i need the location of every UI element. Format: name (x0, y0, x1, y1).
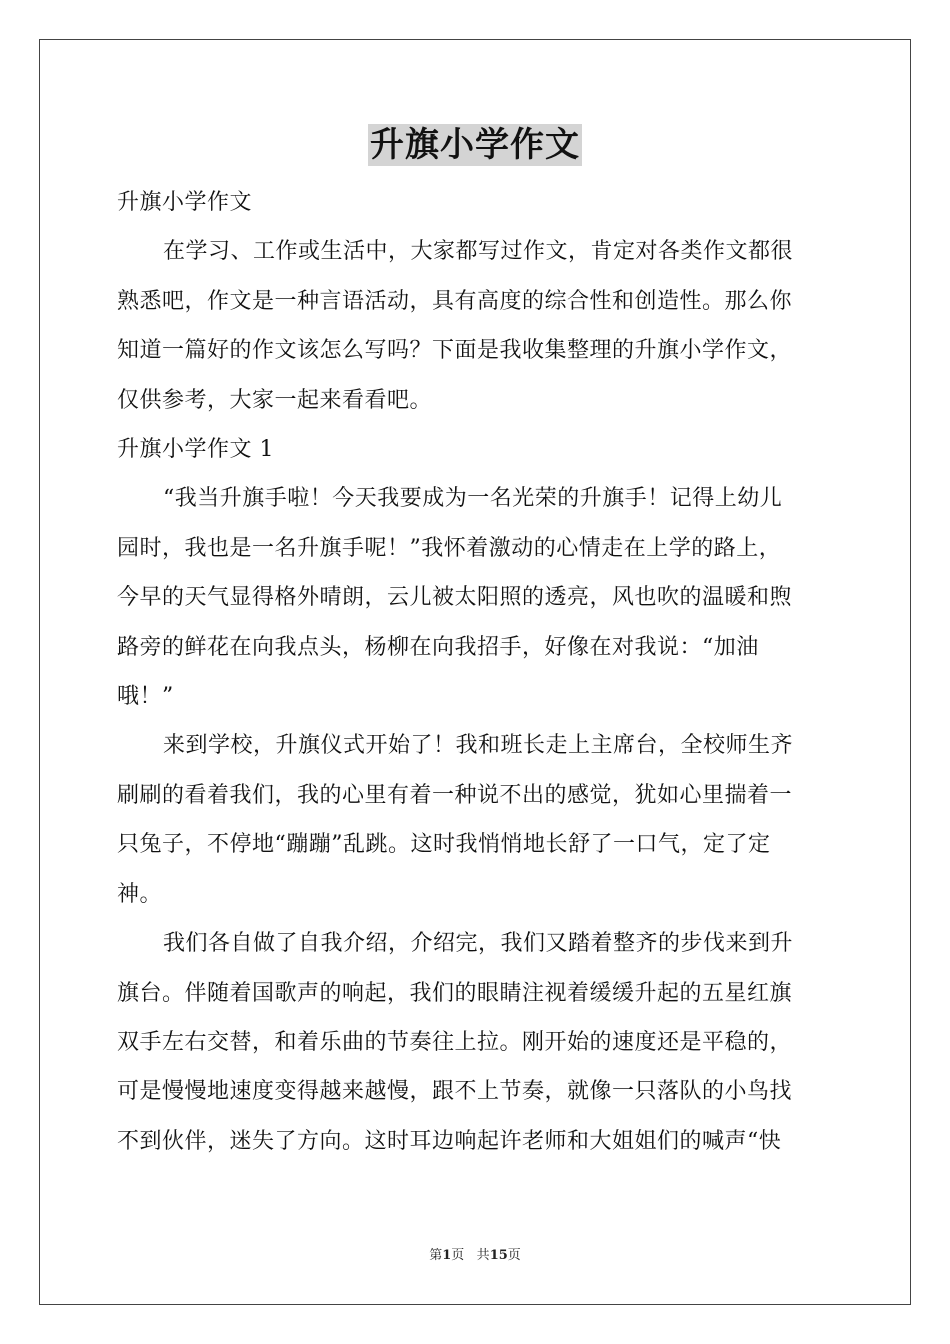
page-number: 1 (442, 1248, 452, 1263)
total-prefix: 共 (476, 1248, 490, 1263)
text-line: 在学习、工作或生活中，大家都写过作文，肯定对各类作文都很 (163, 239, 794, 265)
text-line: 路旁的鲜花在向我点头，杨柳在向我招手，好像在对我说：“加油 (117, 634, 759, 660)
text-line: 熟悉吧，作文是一种言语活动，具有高度的综合性和创造性。那么你 (117, 288, 793, 314)
text-line: 仅供参考，大家一起来看看吧。 (117, 387, 433, 413)
total-pages: 15 (489, 1248, 508, 1263)
text-line: 园时，我也是一名升旗手呢！”我怀着激动的心情走在上学的路上， (117, 535, 782, 561)
text-line: 神。 (117, 881, 163, 907)
text-line: 知道一篇好的作文该怎么写吗？下面是我收集整理的升旗小学作文， (117, 338, 793, 364)
text-line: 不到伙伴，迷失了方向。这时耳边响起许老师和大姐姐们的喊声“快 (117, 1128, 782, 1154)
text-line: “我当升旗手啦！今天我要成为一名光荣的升旗手！记得上幼儿 (163, 486, 783, 512)
document-title: 升旗小学作文 (370, 125, 580, 165)
page-footer (0, 1247, 950, 1265)
text-line: 我们各自做了自我介绍，介绍完，我们又踏着整齐的步伐来到升 (163, 931, 794, 957)
page-suffix: 页 (451, 1248, 465, 1263)
text-line: 哦！” (117, 684, 174, 710)
text-line: 只兔子，不停地“蹦蹦”乱跳。这时我悄悄地长舒了一口气，定了定 (117, 832, 771, 858)
text-line: 可是慢慢地速度变得越来越慢，跟不上节奏，就像一只落队的小鸟找 (117, 1079, 793, 1105)
page-prefix: 第 (429, 1248, 443, 1263)
document-body (117, 178, 833, 1166)
text-line: 刷刷的看着我们，我的心里有着一种说不出的感觉，犹如心里揣着一 (117, 782, 793, 808)
total-suffix: 页 (507, 1248, 521, 1263)
text-line: 双手左右交替，和着乐曲的节奏往上拉。刚开始的速度还是平稳的， (117, 1029, 793, 1055)
text-line: 升旗小学作文 (117, 190, 253, 215)
title-container (0, 124, 950, 166)
text-line: 旗台。伴随着国歌声的响起，我们的眼睛注视着缓缓升起的五星红旗 (117, 980, 793, 1006)
text-line: 今早的天气显得格外晴朗，云儿被太阳照的透亮，风也吹的温暖和煦 (117, 585, 793, 611)
text-line: 升旗小学作文 1 (117, 437, 274, 463)
text-line: 来到学校，升旗仪式开始了！我和班长走上主席台，全校师生齐 (163, 733, 794, 759)
